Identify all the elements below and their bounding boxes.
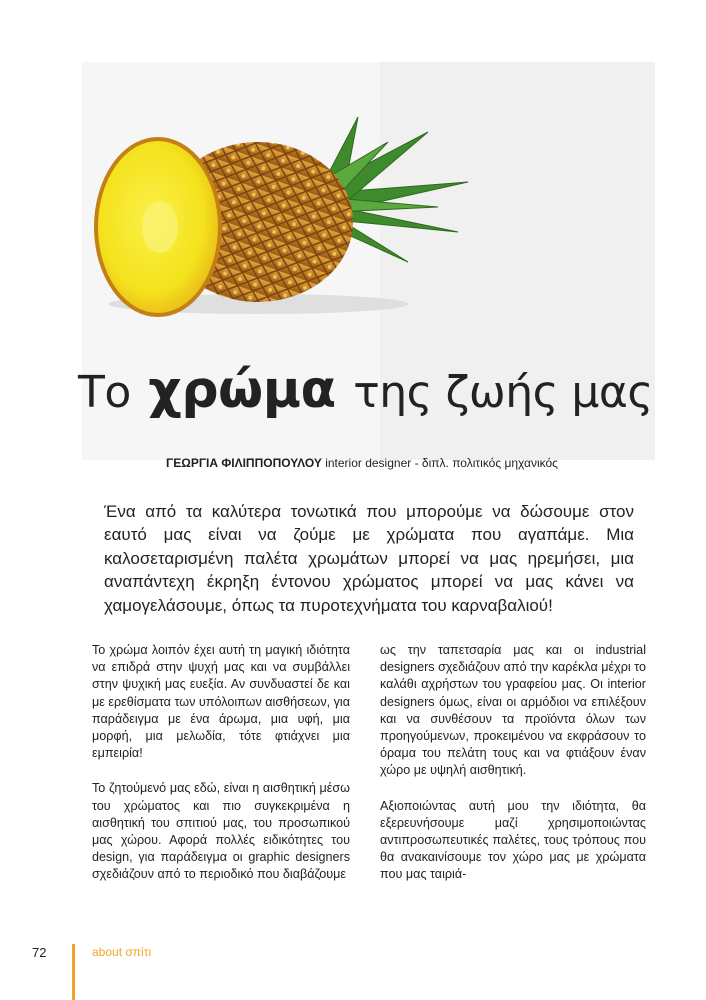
body-paragraph: ως την ταπετσαρία μας και οι industrial designers σχεδιάζουν από την καρέκλα μέχρι το καλάθι αχρήστων του γραφείου μας. Οι interior designers όμως, είναι οι αρμόδιοι να επιλέξουν και να συνθέσουν τα προϊόντα όλων των προηγούμενων, προκειμένου να εκφράσουν το όραμα του πελάτη τους και να φτιάξουν έναν χώρο με υψηλή αισθητική. [380, 643, 646, 778]
author-name: ΓΕΩΡΓΙΑ ΦΙΛΙΠΠΟΠΟΥΛΟΥ [166, 456, 322, 470]
footer-accent-bar [72, 944, 75, 1000]
text-column-left [92, 642, 350, 902]
article-title [78, 360, 653, 420]
title-suffix: της ζωής μας [353, 367, 653, 418]
text-column-right [380, 642, 646, 902]
byline [166, 456, 558, 470]
lead-paragraph: Ένα από τα καλύτερα τονωτικά που μπορούμε να δώσουμε στον εαυτό μας είναι να ζούμε με χρώματα που αγαπάμε. Μια καλοσεταρισμένη παλέτα χρωμάτων μπορεί να μας ηρεμήσει, μια αναπάντεχη έκρηξη έντονου χρώματος μπορεί να μας κάνει να χαμογελάσουμε, όπως τα πυροτεχνήματα του καρναβαλιού! [104, 502, 634, 615]
pineapple-image [88, 112, 478, 322]
page-number: 72 [32, 945, 47, 960]
title-emphasis: χρώμα [148, 360, 336, 420]
body-paragraph: Αξιοποιώντας αυτή μου την ιδιότητα, θα εξερευνήσουμε μαζί χρησιμοποιώντας αντιπροσωπευτικές παλέτες, τους τρόπους που θα ανακαινίσουμε τον χώρο μας με χρώματα που μας ταιριά- [380, 798, 646, 882]
magazine-name: about σπίτι [92, 945, 152, 959]
body-paragraph: Το ζητούμενό μας εδώ, είναι η αισθητική μέσω του χρώματος και πιο συγκεκριμένα η αισθητική του σπιτιού μας, του προσωπικού μας χώρου. Αφορά πολλές ειδικότητες του design, για παράδειγμα οι graphic designers σχεδιάζουν από το περιοδικό που διαβάζουμε [92, 781, 350, 882]
body-paragraph: Το χρώμα λοιπόν έχει αυτή τη μαγική ιδιότητα να επιδρά στην ψυχή μας και να συμβάλλει στην ψυχική μας ευεξία. Αν συνδυαστεί δε και με ερεθίσματα των υπόλοιπων αισθήσεων, για παράδειγμα με ένα άρωμα, μια υφή, μια μορφή, μια μελωδία, τότε φτιάχνει μια εμπειρία! [92, 643, 351, 761]
title-prefix: Το [78, 367, 131, 418]
author-role: interior designer - διπλ. πολιτικός μηχανικός [325, 456, 558, 470]
